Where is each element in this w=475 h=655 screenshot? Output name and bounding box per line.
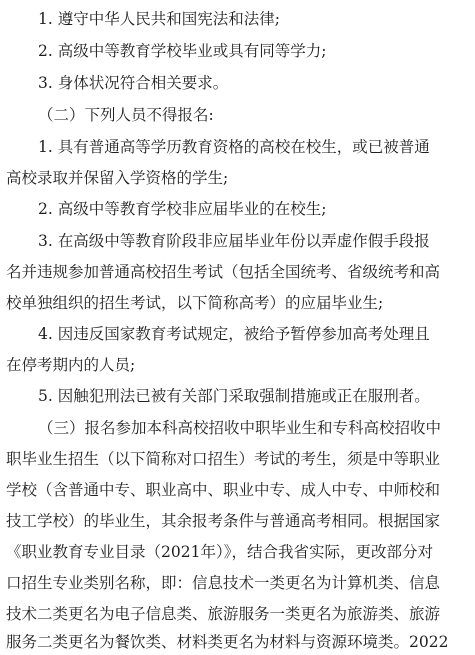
text-line: 4. 因违反国家教育考试规定，被给予暂停参加高考处理且 <box>38 325 430 343</box>
text-line: 学校（含普通中专、职业高中、职业中专、成人中专、中师校和 <box>6 481 441 499</box>
text-line: 《职业教育专业目录（2021年）》，结合我省实际，更改部分对 <box>6 543 433 561</box>
text-line: 服务二类更名为餐饮类、材料类更名为材料与资源环境类。2022 <box>6 633 449 651</box>
text-line: 3. 在高级中等教育阶段非应届毕业年份以弄虚作假手段报 <box>38 232 430 250</box>
text-line: 高校录取并保留入学资格的学生; <box>6 169 229 187</box>
text-line: 技术二类更名为电子信息类、旅游服务一类更名为旅游类、旅游 <box>6 605 441 623</box>
section-heading: （二）下列人员不得报名: <box>38 106 214 124</box>
text-line: 校单独组织的招生考试，以下简称高考）的应届毕业生; <box>6 294 384 312</box>
text-line: 在停考期内的人员; <box>6 356 136 374</box>
text-line: 2. 高级中等教育学校非应届毕业的在校生; <box>38 200 327 218</box>
text-line: 技工学校）的毕业生，其余报考条件与普通高考相同。根据国家 <box>6 512 441 530</box>
text-line: 职毕业生招生（以下简称对口招生）考试的考生，须是中等职业 <box>6 450 441 468</box>
text-line: 2. 高级中等教育学校毕业或具有同等学力; <box>38 42 327 60</box>
text-line: 5. 因触犯刑法已被有关部门采取强制措施或正在服刑者。 <box>38 387 430 405</box>
text-line: 名并违规参加普通高校招生考试（包括全国统考、省级统考和高 <box>6 263 441 281</box>
text-line: 1. 遵守中华人民共和国宪法和法律; <box>38 10 280 28</box>
text-line: 3. 身体状况符合相关要求。 <box>38 74 229 92</box>
text-line: 1. 具有普通高等学历教育资格的高校在校生，或已被普通 <box>38 138 430 156</box>
section-heading: （三）报名参加本科高校招收中职毕业生和专科高校招收中 <box>38 419 442 437</box>
text-line: 口招生专业类别名称，即：信息技术一类更名为计算机类、信息 <box>6 574 441 592</box>
